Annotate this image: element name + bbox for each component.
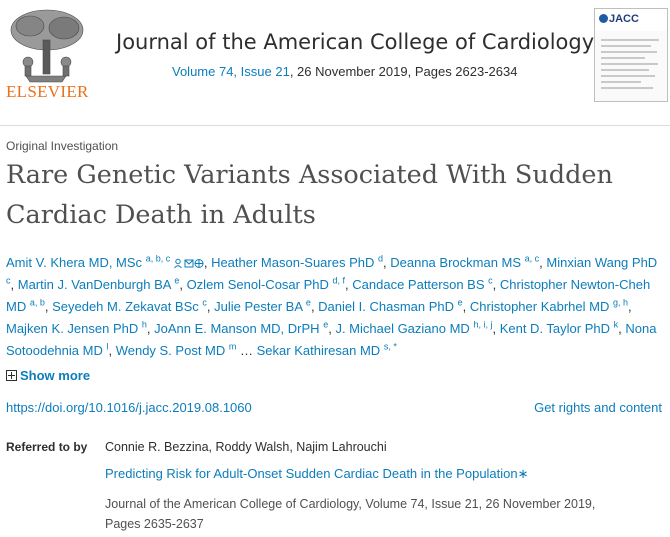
volume-issue-link[interactable]: Volume 74, Issue 21 — [172, 64, 290, 79]
article-type: Original Investigation — [6, 139, 119, 153]
author-affiliation: c — [488, 275, 493, 286]
author-link[interactable] — [352, 277, 492, 292]
author-name: Sekar Kathiresan MD — [256, 343, 381, 358]
author-affiliation: k — [613, 319, 619, 330]
author-link[interactable] — [335, 321, 492, 336]
journal-cover-thumbnail[interactable] — [594, 8, 668, 102]
author-affiliation: d, f — [332, 275, 346, 286]
header-divider — [0, 125, 670, 126]
show-more-button[interactable] — [6, 368, 90, 383]
author-affiliation: c — [6, 275, 11, 286]
show-more-label: Show more — [20, 368, 91, 383]
author-link[interactable] — [390, 255, 539, 270]
author-link[interactable] — [257, 343, 397, 358]
referred-article-link[interactable] — [105, 466, 529, 482]
author-link[interactable] — [187, 277, 345, 292]
author-name: Christopher Kabrhel MD — [469, 299, 610, 314]
author-link[interactable] — [18, 277, 180, 292]
author-name: Candace Patterson BS — [352, 277, 485, 292]
rights-link[interactable]: Get rights and content — [534, 400, 662, 415]
author-link[interactable] — [211, 255, 383, 270]
author-affiliation: e — [305, 297, 311, 308]
referred-source: Journal of the American College of Cardiology, Volume 74, Issue 21, 26 November 2019, Pages 2635-2637 — [105, 497, 596, 531]
author-name: Wendy S. Post MD — [115, 343, 226, 358]
author-contact-icons[interactable] — [174, 258, 204, 269]
doi-link[interactable]: https://doi.org/10.1016/j.jacc.2019.08.1060 — [6, 400, 252, 415]
elsevier-wordmark[interactable]: ELSEVIER — [6, 82, 89, 101]
author-link[interactable] — [154, 321, 328, 336]
author-affiliation: e — [174, 275, 180, 286]
author-affiliation: l — [106, 341, 109, 352]
author-name: Daniel I. Chasman PhD — [318, 299, 455, 314]
journal-title[interactable]: Journal of the American College of Cardiology — [116, 30, 595, 54]
author-link[interactable] — [214, 299, 311, 314]
author-name: Majken K. Jensen PhD — [6, 321, 139, 336]
author-affiliation: g, h — [612, 297, 628, 308]
author-affiliation: a, b — [29, 297, 45, 308]
plus-box-icon — [6, 370, 17, 381]
author-list: Amit V. Khera MD, MSc $^{a, b, c}$ , Heather Mason-Suares PhD $^d$, Deanna Brockman MS $^{a, c}$, Minxian Wang PhD $^c$, Martin J. VanDenburgh BA $^e$, Ozlem Senol-Cosar PhD $^{d, f}$, Candace Patterson BS $^c$, Christopher Newton-Cheh MD $^{a, b}$, Seyedeh M. Zekavat BSc $^c$, Julie Pester BA $^e$, Daniel I. Chasman PhD $^e$, Christopher Kabrhel MD $^{g, h}$, Majken K. Jensen PhD $^h$, JoAnn E. Manson MD, DrPH $^e$, J. Michael Gaziano MD $^{h, i, j}$, Kent D. Taylor PhD $^k$, Nona Sotoodehnia MD $^l$, Wendy S. Post MD $^m$ … Sekar Kathiresan MD $^{s, *}$ — [6, 253, 658, 358]
referred-authors: Connie R. Bezzina, Roddy Walsh, Najim Lahrouchi — [105, 440, 387, 454]
article-title: Rare Genetic Variants Associated With Sudden Cardiac Death in Adults — [6, 160, 613, 230]
author-affiliation: h — [141, 319, 147, 330]
author-link[interactable] — [6, 255, 204, 270]
journal-issue-info — [172, 64, 517, 79]
author-affiliation: s, * — [383, 341, 397, 352]
jacc-logo-icon — [599, 14, 608, 23]
author-name: J. Michael Gaziano MD — [335, 321, 470, 336]
author-link[interactable] — [500, 321, 618, 336]
author-link[interactable] — [52, 299, 207, 314]
author-affiliation: e — [457, 297, 463, 308]
author-name: Martin J. VanDenburgh BA — [17, 277, 171, 292]
author-name: Nona Sotoodehnia MD — [6, 321, 657, 358]
author-name: Amit V. Khera MD, MSc — [6, 255, 143, 270]
author-affiliation: d — [378, 253, 384, 264]
author-name: Minxian Wang PhD — [546, 255, 658, 270]
referred-title-mark: ∗ — [517, 466, 529, 481]
author-affiliation: h, i, j — [473, 319, 493, 330]
author-name: Julie Pester BA — [214, 299, 303, 314]
author-link[interactable] — [470, 299, 628, 314]
author-link[interactable] — [6, 321, 147, 336]
author-link[interactable] — [318, 299, 462, 314]
referred-label: Referred to by — [6, 440, 88, 454]
author-name: JoAnn E. Manson MD, DrPH — [154, 321, 320, 336]
author-affiliation: a, b, c — [145, 253, 171, 264]
author-ellipsis: … — [236, 343, 257, 358]
issue-date-pages: , 26 November 2019, Pages 2623-2634 — [289, 64, 518, 79]
referred-title: Predicting Risk for Adult-Onset Sudden Cardiac Death in the Population — [105, 466, 518, 481]
author-name: Kent D. Taylor PhD — [499, 321, 611, 336]
author-name: Heather Mason-Suares PhD — [211, 255, 375, 270]
author-link[interactable] — [116, 343, 237, 358]
journal-header — [0, 0, 670, 112]
author-affiliation: c — [202, 297, 207, 308]
author-name: Ozlem Senol-Cosar PhD — [186, 277, 329, 292]
author-affiliation: m — [228, 341, 237, 352]
cover-journal-label: JACC — [609, 13, 639, 25]
author-affiliation: a, c — [524, 253, 540, 264]
author-name: Seyedeh M. Zekavat BSc — [52, 299, 199, 314]
author-affiliation: e — [323, 319, 329, 330]
author-name: Deanna Brockman MS — [390, 255, 522, 270]
author-name: Christopher Newton-Cheh MD — [6, 277, 651, 314]
